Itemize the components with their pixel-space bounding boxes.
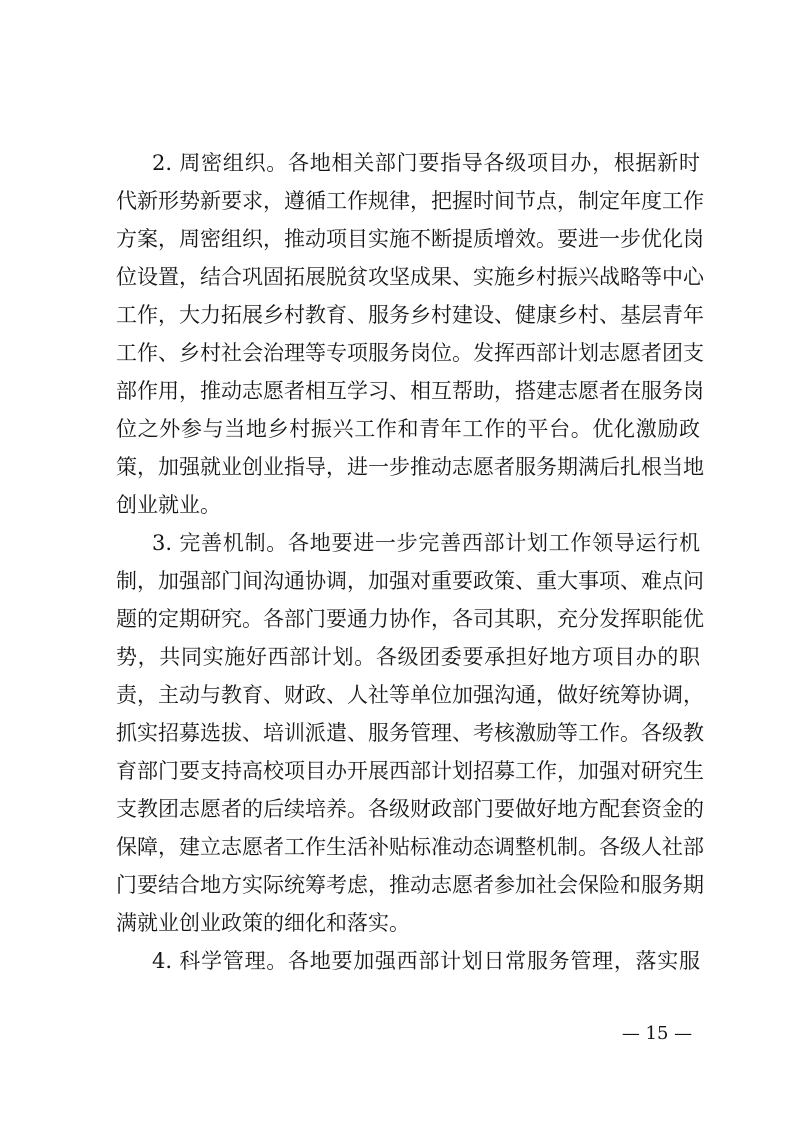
paragraph-2-last-line: 创业就业。	[116, 493, 221, 517]
paragraph-2-line: 部作用，推动志愿者相互学习、相互帮助，搭建志愿者在服务岗	[116, 379, 704, 403]
paragraph-2-line: 工作、乡村社会治理等专项服务岗位。发挥西部计划志愿者团支	[116, 341, 704, 365]
paragraph-3-line: 题的定期研究。各部门要通力协作，各司其职，充分发挥职能优	[116, 607, 704, 631]
paragraph-3-line: 门要结合地方实际统筹考虑，推动志愿者参加社会保险和服务期	[116, 873, 704, 897]
paragraph-2-line: 策，加强就业创业指导，进一步推动志愿者服务期满后扎根当地	[116, 455, 704, 479]
paragraph-2-line: 工作，大力拓展乡村教育、服务乡村建设、健康乡村、基层青年	[116, 303, 704, 327]
paragraph-3-line: 支教团志愿者的后续培养。各级财政部门要做好地方配套资金的	[116, 797, 704, 821]
paragraph-3-line: 制，加强部门间沟通协调，加强对重要政策、重大事项、难点问	[116, 569, 704, 593]
paragraph-2-line: 位之外参与当地乡村振兴工作和青年工作的平台。优化激励政	[116, 417, 700, 441]
paragraph-3-line: 责，主动与教育、财政、人社等单位加强沟通，做好统筹协调，	[116, 683, 704, 707]
paragraph-2-line: 代新形势新要求，遵循工作规律，把握时间节点，制定年度工作	[116, 189, 704, 213]
paragraph-2-line: 位设置，结合巩固拓展脱贫攻坚成果、实施乡村振兴战略等中心	[116, 265, 704, 289]
paragraph-4-line: 4. 科学管理。各地要加强西部计划日常服务管理，落实服	[152, 949, 700, 973]
paragraph-3-line: 保障，建立志愿者工作生活补贴标准动态调整机制。各级人社部	[116, 835, 704, 859]
paragraph-3-line: 抓实招募选拔、培训派遣、服务管理、考核激励等工作。各级教	[116, 721, 704, 745]
page-number: — 15 —	[621, 1023, 693, 1044]
paragraph-3-line: 3. 完善机制。各地要进一步完善西部计划工作领导运行机	[152, 531, 700, 555]
paragraph-3-line: 势，共同实施好西部计划。各级团委要承担好地方项目办的职	[116, 645, 700, 669]
paragraph-3-line: 育部门要支持高校项目办开展西部计划招募工作，加强对研究生	[116, 759, 704, 783]
paragraph-2-line: 方案，周密组织，推动项目实施不断提质增效。要进一步优化岗	[116, 227, 704, 251]
paragraph-3-last-line: 满就业创业政策的细化和落实。	[116, 911, 410, 935]
paragraph-2-line: 2. 周密组织。各地相关部门要指导各级项目办，根据新时	[152, 151, 700, 175]
